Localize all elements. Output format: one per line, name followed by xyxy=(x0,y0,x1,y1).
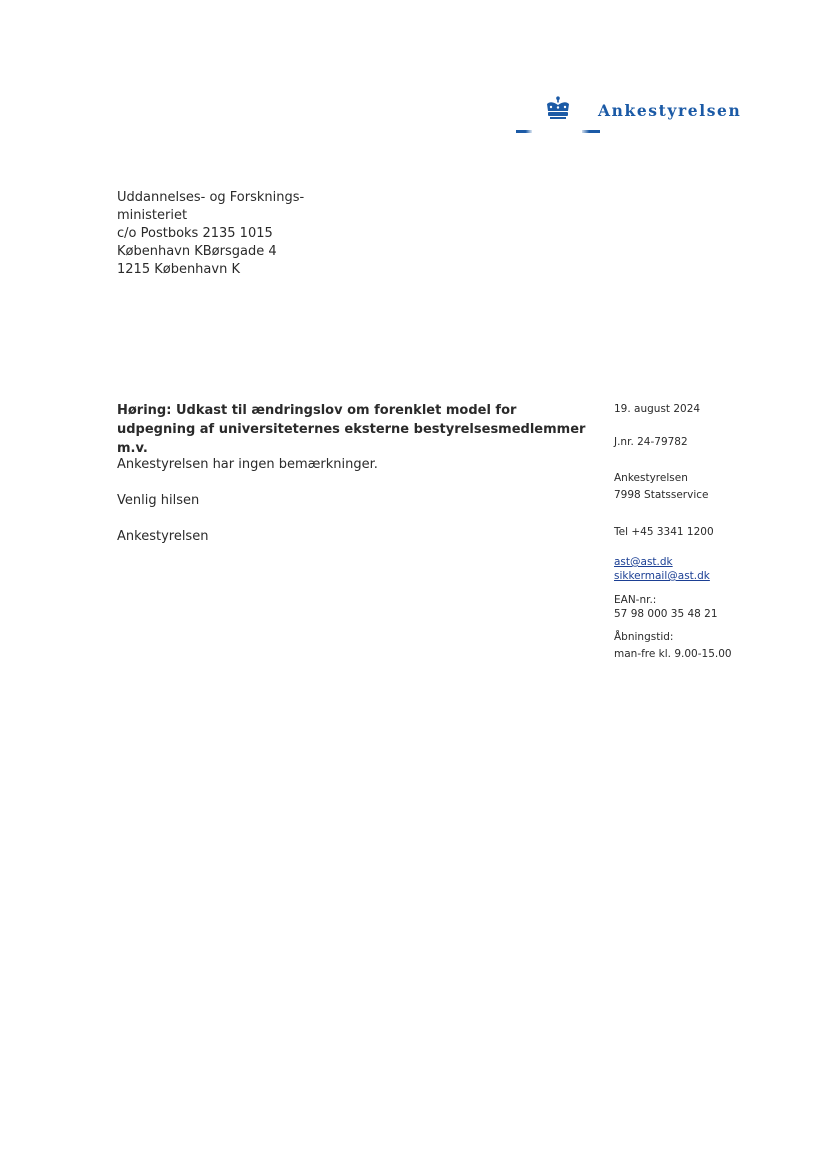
telephone: Tel +45 3341 1200 xyxy=(614,526,714,538)
closing-phrase: Venlig hilsen xyxy=(117,493,200,508)
opening-hours-block xyxy=(614,629,732,663)
logo-wordmark: Ankestyrelsen xyxy=(598,101,742,120)
letter-subject: Høring: Udkast til ændringslov om forenklet model for udpegning af universiteternes eksterne bestyrelsesmedlemmer m.v. xyxy=(117,403,586,456)
opening-hours: man-fre kl. 9.00-15.00 xyxy=(614,648,732,660)
address-line: København KBørsgade 4 xyxy=(117,244,277,259)
recipient-address xyxy=(117,189,304,279)
crown-icon xyxy=(544,96,572,120)
address-line: 1215 København K xyxy=(117,262,240,277)
email-link[interactable]: ast@ast.dk xyxy=(614,556,673,568)
ean-number: 57 98 000 35 48 21 xyxy=(614,608,718,620)
letter-date: 19. august 2024 xyxy=(614,403,701,415)
sender-block xyxy=(614,470,708,504)
signature: Ankestyrelsen xyxy=(117,529,209,544)
body-paragraph: Ankestyrelsen har ingen bemærkninger. xyxy=(117,457,378,472)
address-line: Uddannelses- og Forsknings- xyxy=(117,190,305,205)
agency-logo xyxy=(516,92,776,140)
sender-address: 7998 Statsservice xyxy=(614,489,709,501)
logo-bar-left xyxy=(516,130,532,133)
opening-hours-label: Åbningstid: xyxy=(614,631,674,643)
sender-name: Ankestyrelsen xyxy=(614,472,688,484)
address-line: ministeriet xyxy=(117,208,188,223)
secure-email-link[interactable]: sikkermail@ast.dk xyxy=(614,570,710,582)
journal-number: J.nr. 24-79782 xyxy=(614,436,688,448)
email-block xyxy=(614,555,710,583)
ean-label: EAN-nr.: xyxy=(614,594,657,606)
ean-block xyxy=(614,593,718,621)
logo-bar-right xyxy=(582,130,600,133)
address-line: c/o Postboks 2135 1015 xyxy=(117,226,273,241)
